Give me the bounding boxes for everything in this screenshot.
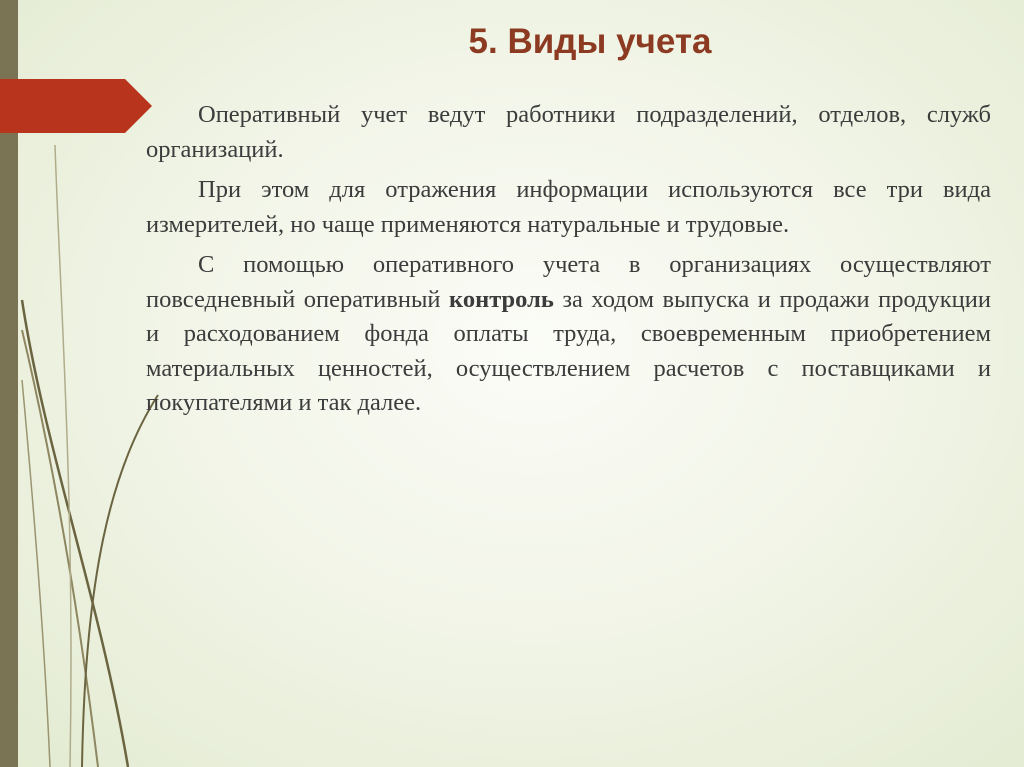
red-arrow-marker [0, 79, 152, 133]
paragraph-3-start: С помощью оперативного учета в организациях осуществляют повседневный оперативный [146, 251, 991, 313]
paragraph-3 [146, 248, 991, 421]
paragraph-3-end: за ходом выпуска и продажи продукции и расходованием фонда оплаты труда, своевременным приобретением материальных ценностей, осуществлением расчетов с поставщиками и покупателями и так далее. [146, 285, 991, 416]
slide-title: 5. Виды учета [468, 22, 712, 61]
slide-body [146, 98, 991, 427]
paragraph-2: При этом для отражения информации используются все три вида измерителей, но чаще применяются натуральные и трудовые. [146, 176, 991, 238]
paragraph-3-bold-term: контроль [449, 285, 554, 313]
paragraph-1: Оперативный учет ведут работники подразделений, отделов, служб организаций. [146, 101, 991, 163]
